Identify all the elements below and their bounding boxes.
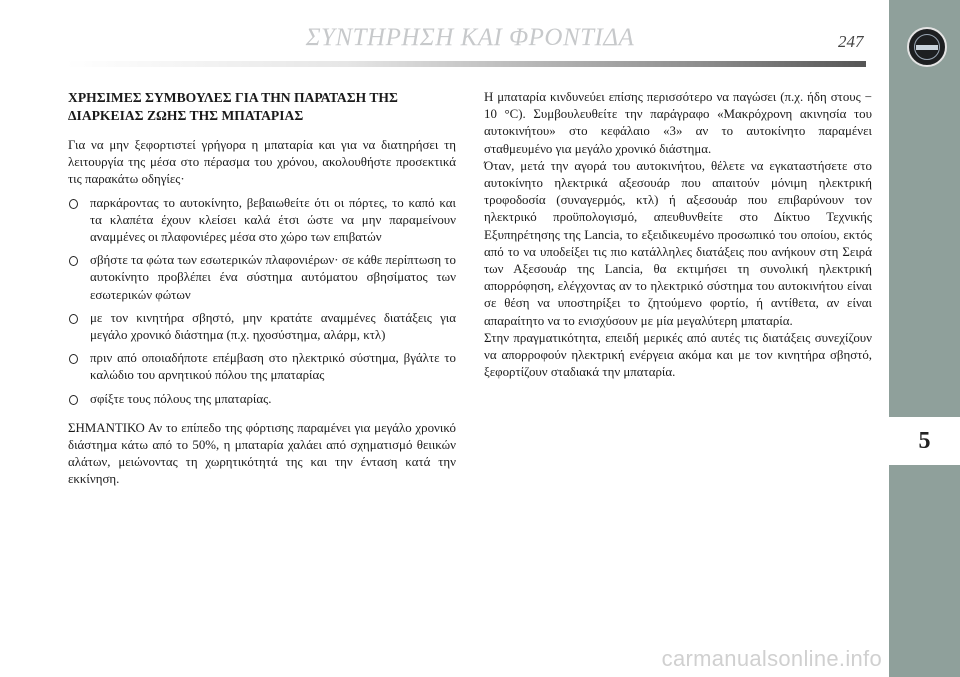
left-column xyxy=(68,89,456,489)
logo-bar xyxy=(916,45,938,50)
chapter-tab: 5 xyxy=(889,417,960,465)
list-item-text: σφίξτε τους πόλους της μπαταρίας. xyxy=(90,391,272,406)
right-column xyxy=(484,89,872,381)
list-item xyxy=(68,310,456,344)
lancia-logo-icon xyxy=(907,27,947,67)
list-item-text: πριν από οποιαδήποτε επέμβαση στο ηλεκτρικό σύστημα, βγάλτε το καλώδιο του αρνητικού πόλου της μπαταρίας xyxy=(90,351,456,383)
watermark: carmanualsonline.info xyxy=(661,646,882,671)
section-heading-line-1: ΧΡΗΣΙΜΕΣ ΣΥΜΒΟΥΛΕΣ ΓΙΑ ΤΗΝ ΠΑΡΑΤΑΣΗ ΤΗΣ xyxy=(68,90,398,105)
bullet-circle-icon xyxy=(69,395,78,405)
important-note: ΣΗΜΑΝΤΙΚΟ Αν το επίπεδο της φόρτισης παραμένει για μεγάλο χρονικό διάστημα κάτω από το 50%, η μπαταρία χαλάει από σχηματισμό θειικών αλάτων, μειώνοντας τη χωρητικότητά της και την ένταση κατά την εκκίνηση. xyxy=(68,420,456,487)
running-header-title: ΣΥΝΤΗΡΗΣΗ ΚΑΙ ΦΡΟΝΤΙΔΑ xyxy=(305,24,635,51)
list-item xyxy=(68,252,456,304)
intro-paragraph: Για να μην ξεφορτιστεί γρήγορα η μπαταρία και για να διατηρήσει τη λειτουργία της μέσα στο πέρασμα του χρόνου, ακολουθήστε προσεκτικά τις παρακάτω οδηγίες· xyxy=(68,138,456,187)
list-item-text: σβήστε τα φώτα των εσωτερικών πλαφονιέρων· σε κάθε περίπτωση το αυτοκίνητο προβλέπει ένα σύστημα αυτόματου σβησίματος των εσωτερικών φώτων xyxy=(90,253,456,302)
list-item xyxy=(68,391,456,408)
bullet-circle-icon xyxy=(69,354,78,364)
paragraph-accessories: Όταν, μετά την αγορά του αυτοκινήτου, θέλετε να εγκαταστήσετε στο αυτοκίνητο ηλεκτρικά αξεσουάρ που απαιτούν μόνιμη ηλεκτρική τροφοδοσία (συναγερμός, κτλ) ή αξεσουάρ που επιβαρύνουν τον ηλεκτρικό προϋπολογισμό, απευθυνθείτε στο Δίκτυο Τεχνικής Εξυπηρέτησης της Lancia, το εξειδικευμένο προσωπικό του οποίου, εκτός από το να υποδείξει τις πιο κατάλληλες διατάξεις που ανήκουν στη Σειρά των Αξεσουάρ της Lancia, θα εκτιμήσει τη συνολική ηλεκτρική απορρόφηση, ελέγχοντας αν το ηλεκτρικό σύστημα του αυτοκινήτου είναι σε θέση να υποστηρίξει το ζητούμενο φορτίο, ή αντίθετα, αν είναι απαραίτητο να το ενισχύσουν με μία μεγαλύτερη μπαταρία. xyxy=(484,158,872,328)
advice-list xyxy=(68,195,456,408)
bullet-circle-icon xyxy=(69,199,78,209)
chapter-side-band xyxy=(889,0,960,677)
paragraph-freezing: Η μπαταρία κινδυνεύει επίσης περισσότερο να παγώσει (π.χ. ήδη στους − 10 °C). Συμβουλευθείτε την παράγραφο «Μακρόχρονη ακινησία του αυτοκινήτου» στο κεφάλαιο «3» αν το αυτοκίνητο παραμένει σταθμευμένο για μεγάλο χρονικό διάστημα. xyxy=(484,90,872,156)
header-rule xyxy=(66,61,866,67)
section-heading xyxy=(68,89,456,124)
logo-shield-ring xyxy=(914,34,940,60)
list-item-text: παρκάροντας το αυτοκίνητο, βεβαιωθείτε ότι οι πόρτες, το καπό και τα κλαπέτα έχουν κλείσει καλά έτσι ώστε να μην παραμείνουν αναμμένες οι πλαφονιέρες μέσα στο χώρο των επιβατών xyxy=(90,195,456,245)
list-item xyxy=(68,195,456,247)
bullet-circle-icon xyxy=(69,256,78,266)
section-heading-line-2: ΔΙΑΡΚΕΙΑΣ ΖΩΗΣ ΤΗΣ ΜΠΑΤΑΡΙΑΣ xyxy=(68,107,304,123)
list-item xyxy=(68,350,456,384)
list-item-text: με τον κινητήρα σβηστό, μην κρατάτε αναμμένες διατάξεις για μεγάλο χρονικό διάστημα (π.χ. ηχοσύστημα, αλάρμ, κτλ) xyxy=(90,310,456,343)
paragraph-discharge: Στην πραγματικότητα, επειδή μερικές από αυτές τις διατάξεις συνεχίζουν να απορροφούν ηλεκτρική ενέργεια ακόμα και με τον κινητήρα σβηστό, ξεφορτίζουν σταδιακά την μπαταρία. xyxy=(484,330,872,380)
page-number: 247 xyxy=(838,32,864,51)
bullet-circle-icon xyxy=(69,314,78,324)
